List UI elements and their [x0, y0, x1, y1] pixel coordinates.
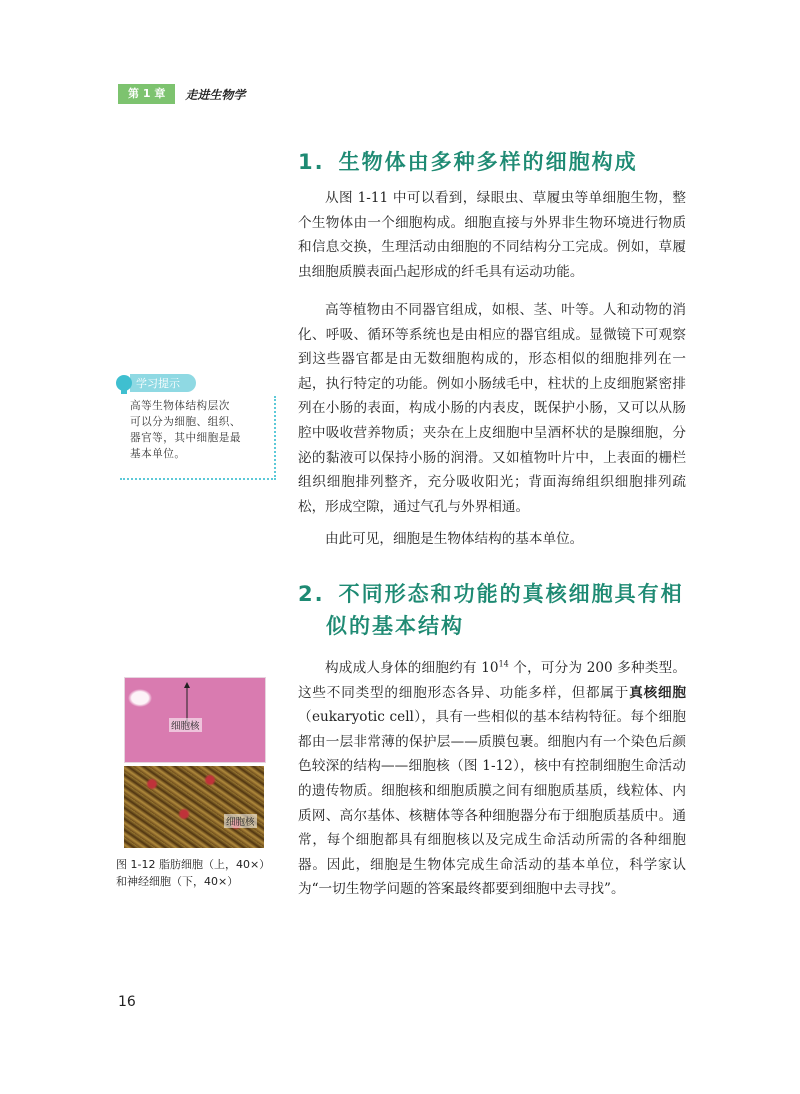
key-term: 真核细胞 — [629, 684, 687, 701]
section2-number: 2. — [298, 582, 325, 606]
nucleus-label-bottom: 细胞核 — [224, 814, 257, 828]
text-run: 个，可分为 200 多种类型。这些不同类型的细胞形态各异、功能多样，但都属于 — [298, 660, 686, 701]
lightbulb-icon — [116, 375, 132, 391]
section2-title-line2: 似的基本结构 — [326, 614, 464, 638]
study-tip-box — [116, 372, 266, 480]
nucleus-label-top: 细胞核 — [169, 718, 202, 732]
section1-paragraph-2: 高等植物由不同器官组成，如根、茎、叶等。人和动物的消化、呼吸、循环等系统也是由相应的器官组成。显微镜下可观察到这些器官都是由无数细胞构成的，形态相似的细胞排列在一起，执行特定的功能。例如小肠绒毛中，柱状的上皮细胞紧密排列在小肠的表面，构成小肠的内表皮，既保护小肠，又可以从肠腔中吸收营养物质；夹杂在上皮细胞中呈酒杯状的是腺细胞，分泌的黏液可以保持小肠的润滑。又如植物叶片中，上表面的栅栏组织细胞排列整齐，充分吸收阳光；背面海绵组织细胞排列疏松，形成空隙，通过气孔与外界相通。 — [298, 302, 686, 515]
study-tip-label — [116, 372, 196, 394]
fat-cell-micrograph — [124, 677, 266, 763]
page-number: 16 — [118, 994, 136, 1010]
study-tip-line: 可以分为细胞、组织、 — [130, 416, 241, 428]
text-run: （eukaryotic cell），具有一些相似的基本结构特征。每个细胞都由一层非常薄的保护层——质膜包裹。细胞内有一个染色后颜色较深的结构——细胞核（图 1-12），核中有控制细胞生命活动的遗传物质。细胞核和细胞质膜之间有细胞质基质，线粒体、内质网、高尔基体、核糖体等各种细胞器分布于细胞质基质中。通常，每个细胞都具有细胞核以及完成生命活动所需的各种细胞器。因此，细胞是生物体完成生命活动的基本单位，科学家认为“一切生物学问题的答案最终都要到细胞中去寻找”。 — [298, 709, 686, 898]
study-tip-body — [120, 396, 276, 480]
study-tip-line: 高等生物体结构层次 — [130, 400, 230, 412]
study-tip-line: 基本单位。 — [130, 448, 186, 460]
chapter-title: 走进生物学 — [185, 87, 246, 102]
chapter-tab: 第 1 章 — [118, 84, 175, 104]
section1-title: 生物体由多种多样的细胞构成 — [338, 150, 638, 174]
exponent: 14 — [498, 659, 509, 669]
study-tip-title: 学习提示 — [130, 374, 196, 392]
chapter-header — [118, 84, 245, 104]
section2-paragraph — [298, 656, 686, 902]
section1-heading — [298, 146, 638, 178]
section1-number: 1. — [298, 150, 325, 174]
section2-heading — [298, 578, 736, 642]
figure-caption: 图 1-12 脂肪细胞（上，40×）和神经细胞（下，40×） — [116, 858, 265, 888]
section1-paragraph-1: 从图 1-11 中可以看到，绿眼虫、草履虫等单细胞生物，整个生物体由一个细胞构成。细胞直接与外界非生物环境进行物质和信息交换，生理活动由细胞的不同结构分工完成。例如，草履虫细胞质膜表面凸起形成的纤毛具有运动功能。 — [298, 190, 686, 280]
section1-paragraph-3: 由此可见，细胞是生物体结构的基本单位。 — [325, 531, 584, 547]
study-tip-line: 器官等，其中细胞是最 — [130, 432, 241, 444]
text-run: 构成成人身体的细胞约有 10 — [325, 660, 499, 676]
section2-title-line1: 不同形态和功能的真核细胞具有相 — [338, 582, 684, 606]
nerve-cell-micrograph — [124, 766, 264, 848]
